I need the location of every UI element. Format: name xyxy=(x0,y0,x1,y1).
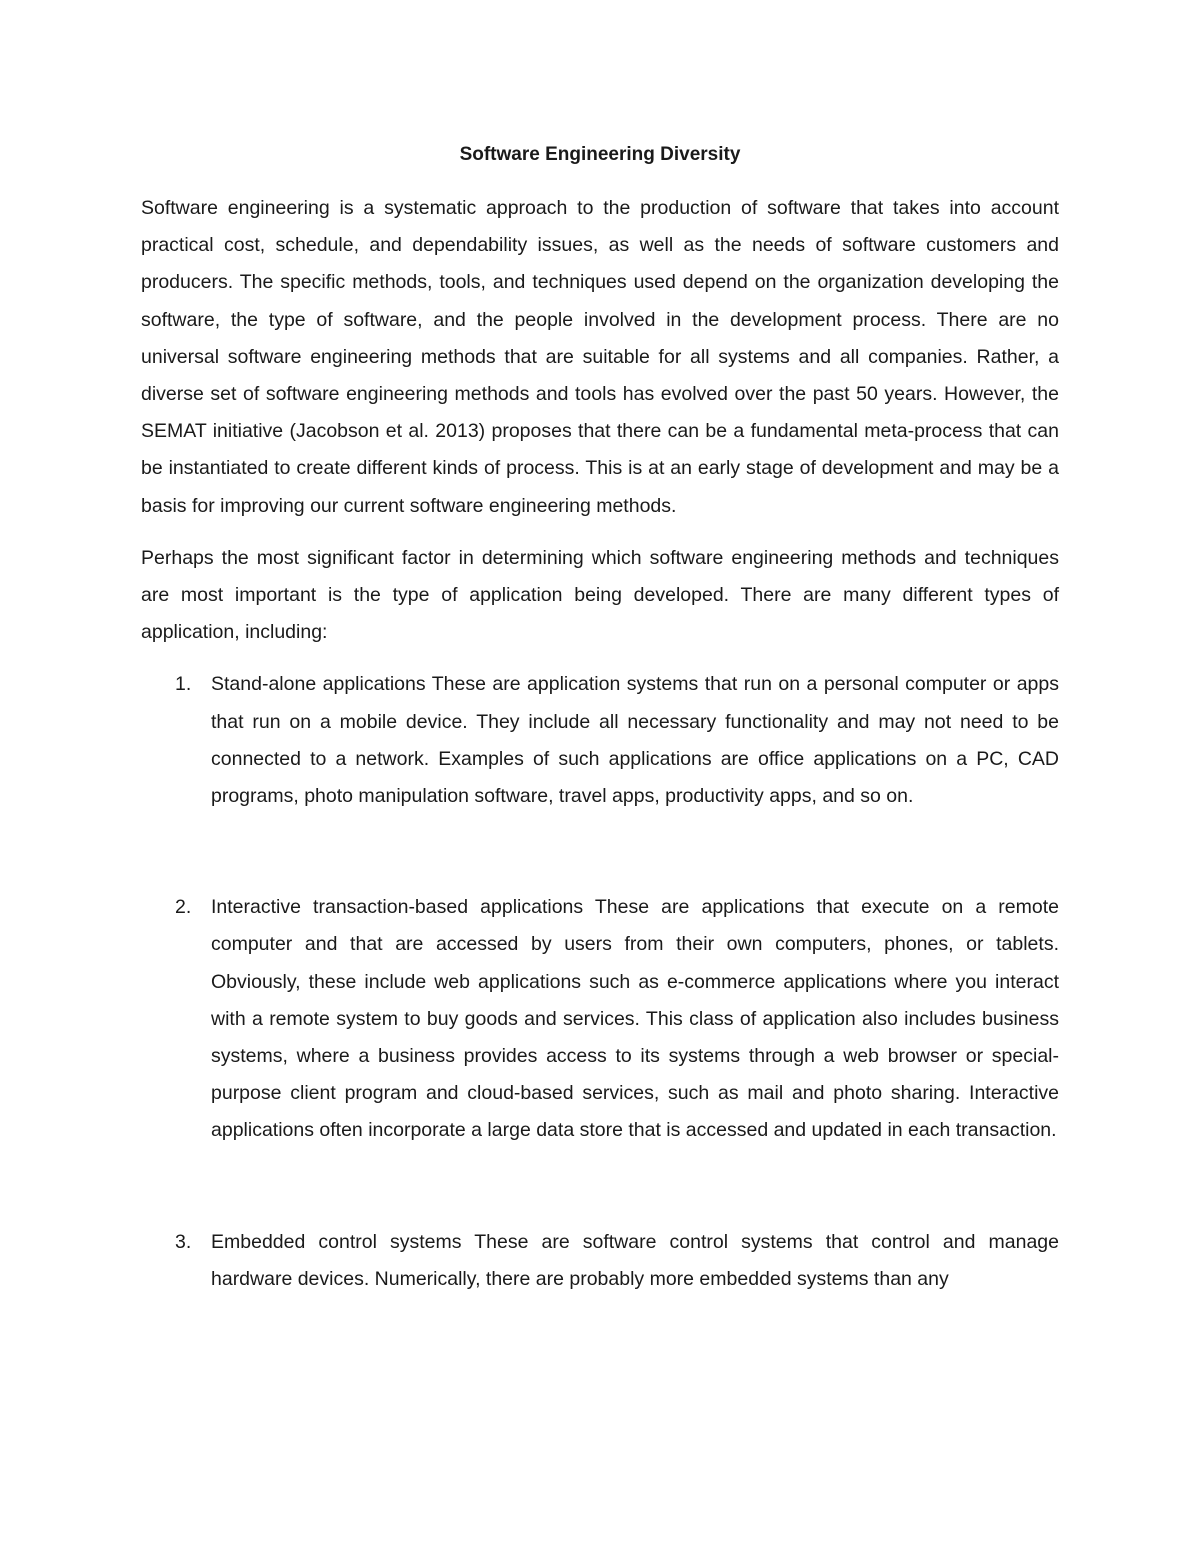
list-item-number: 1. xyxy=(175,673,192,696)
list-item-text: Embedded control systems These are software control systems that control and manage hardware devices. Numerically, there are probably more embedded systems than any xyxy=(211,1230,1059,1290)
list-item-text: Interactive transaction-based applications These are applications that execute on a remote computer and that are accessed by users from their own computers, phones, or tablets. Obviously, these include web applications such as e-commerce applications where you interact with a remote system to buy goods and services. This class of application also includes business systems, where a business provides access to its systems through a web browser or special-purpose client program and cloud-based services, such as mail and photo sharing. Interactive applications often incorporate a large data store that is accessed and updated in each transaction. xyxy=(211,896,1059,1142)
list-item-number: 2. xyxy=(175,896,192,919)
document-title: Software Engineering Diversity xyxy=(459,144,741,165)
list-item xyxy=(141,889,1059,1149)
types-paragraph: Perhaps the most significant factor in determining which software engineering methods and techniques are most important is the type of application being developed. There are many different types of application, including: xyxy=(141,546,1059,644)
list-item-text: Stand-alone applications These are application systems that run on a personal computer or apps that run on a mobile device. They include all necessary functionality and may not need to be connected to a network. Examples of such applications are office applications on a PC, CAD programs, photo manipulation software, travel apps, productivity apps, and so on. xyxy=(211,673,1059,808)
application-types-list xyxy=(141,666,1059,1298)
list-item xyxy=(141,666,1059,815)
list-item-number: 3. xyxy=(175,1230,192,1253)
document-page xyxy=(141,140,1059,1298)
intro-paragraph: Software engineering is a systematic approach to the production of software that takes into account practical cost, schedule, and dependability issues, as well as the needs of software customers and producers. The specific methods, tools, and techniques used depend on the organization developing the software, the type of software, and the people involved in the development process. There are no universal software engineering methods that are suitable for all systems and all companies. Rather, a diverse set of software engineering methods and tools has evolved over the past 50 years. However, the SEMAT initiative (Jacobson et al. 2013) proposes that there can be a fundamental meta-process that can be instantiated to create different kinds of process. This is at an early stage of development and may be a basis for improving our current software engineering methods. xyxy=(141,197,1059,517)
list-item xyxy=(141,1224,1059,1298)
